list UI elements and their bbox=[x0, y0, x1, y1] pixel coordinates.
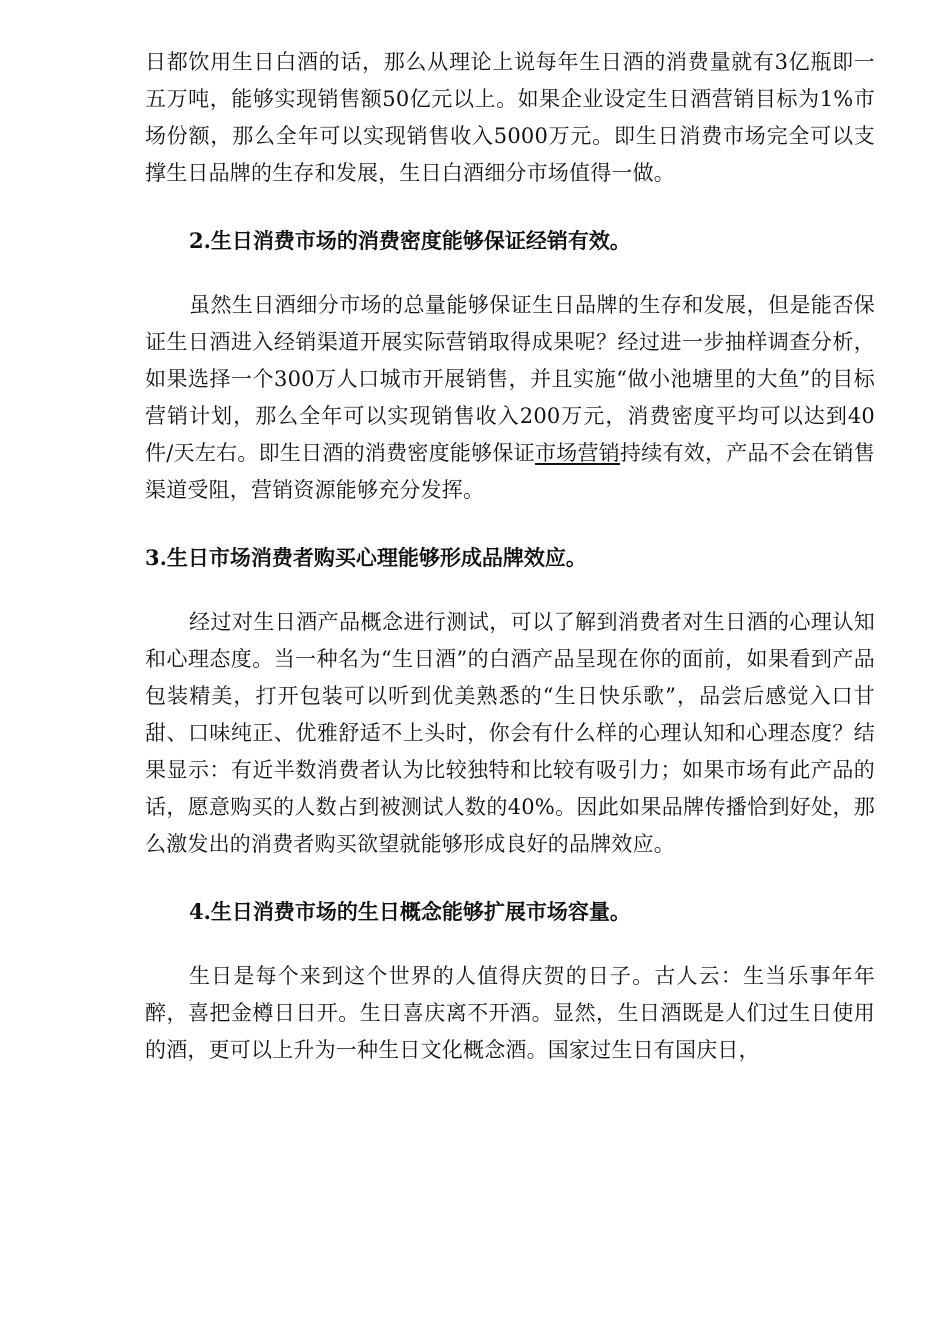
paragraph-birthday-concept: 生日是每个来到这个世界的人值得庆贺的日子。古人云：生当乐事年年醉，喜把金樽日日开。生日喜庆离不开酒。显然，生日酒既是人们过生日使用的酒，更可以上升为一种生日文化概念酒。国家过生日有国庆日， bbox=[145, 964, 875, 1062]
section-heading-4: 4.生日消费市场的生日概念能够扩展市场容量。 bbox=[189, 899, 631, 924]
paragraph-consumer-psychology: 经过对生日酒产品概念进行测试，可以了解到消费者对生日酒的心理认知和心理态度。当一种名为“生日酒”的白酒产品呈现在你的面前，如果看到产品包装精美，打开包装可以听到优美熟悉的“生日快乐歌”，品尝后感觉入口甘甜、口味纯正、优雅舒适不上头时，你会有什么样的心理认知和心理态度？结果显示：有近半数消费者认为比较独特和比较有吸引力；如果市场有此产品的话，愿意购买的人数占到被测试人数的40%。因此如果品牌传播恰到好处，那么激发出的消费者购买欲望就能够形成良好的品牌效应。 bbox=[145, 610, 875, 856]
paragraph-text-end: 持续有效，产品不会在销售渠道受阻，营销资源能够充分发挥。 bbox=[145, 441, 876, 502]
section-heading-2: 2.生日消费市场的消费密度能够保证经销有效。 bbox=[189, 228, 631, 253]
paragraph-market-size: 日都饮用生日白酒的话，那么从理论上说每年生日酒的消费量就有3亿瓶即一五万吨，能够实现销售额50亿元以上。如果企业设定生日酒营销目标为1%市场份额，那么全年可以实现销售收入5000万元。即生日消费市场完全可以支撑生日品牌的生存和发展，生日白酒细分市场值得一做。 bbox=[145, 50, 875, 185]
paragraph-text-start: 虽然生日酒细分市场的总量能够保证生日品牌的生存和发展，但是能否保证生日酒进入经销渠道开展实际营销取得成果呢？经过进一步抽样调查分析，如果选择一个300万人口城市开展销售，并且实施“做小池塘里的大鱼”的目标营销计划，那么全年可以实现销售收入200万元，消费密度平均可以达到40件/天左右。即生日酒的消费密度能够保证 bbox=[145, 293, 875, 465]
section-heading-3: 3.生日市场消费者购买心理能够形成品牌效应。 bbox=[145, 545, 587, 570]
market-marketing-link[interactable]: 市场营销 bbox=[534, 441, 620, 465]
paragraph-consumption-density bbox=[145, 287, 875, 509]
document-body bbox=[145, 44, 875, 1069]
